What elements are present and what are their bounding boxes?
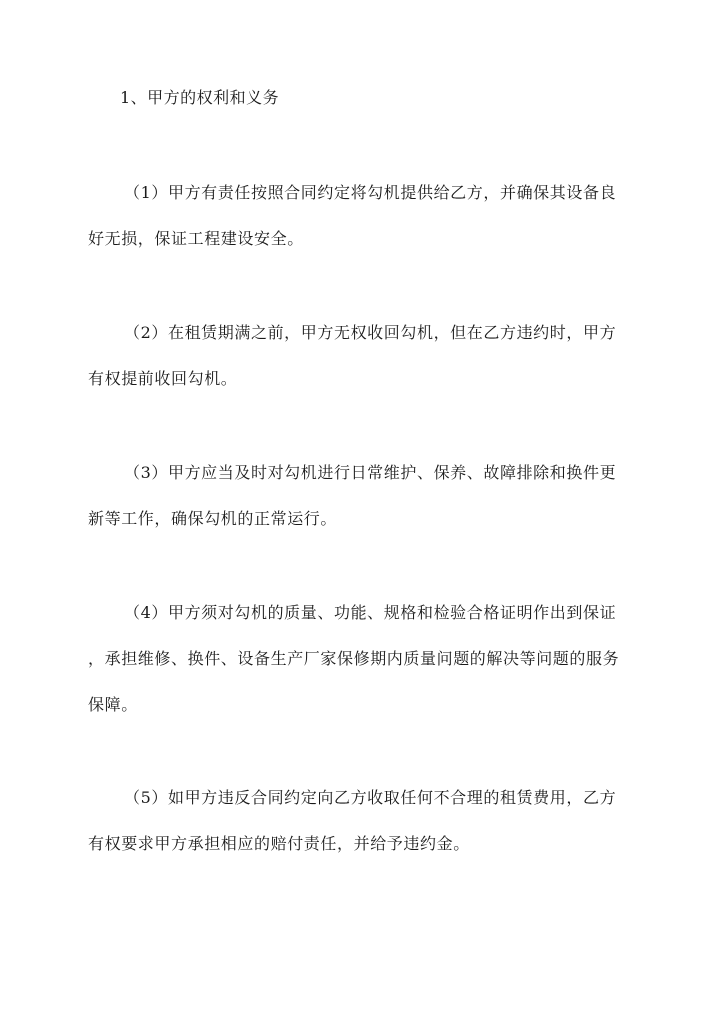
paragraph-line: （2）在租赁期满之前，甲方无权收回勾机，但在乙方违约时，甲方: [124, 323, 617, 342]
paragraph-line: （3）甲方应当及时对勾机进行日常维护、保养、故障排除和换件更: [124, 463, 617, 482]
paragraph-line: （5）如甲方违反合同约定向乙方收取任何不合理的租赁费用，乙方: [124, 788, 617, 807]
paragraph-5: [88, 775, 628, 867]
paragraph-line: 新等工作，确保勾机的正常运行。: [88, 509, 338, 528]
paragraph-1: [88, 170, 628, 262]
paragraph-line: （1）甲方有责任按照合同约定将勾机提供给乙方，并确保其设备良: [124, 183, 617, 202]
paragraph-line: ，承担维修、换件、设备生产厂家保修期内质量问题的解决等问题的服务: [88, 649, 620, 668]
paragraph-line: 有权要求甲方承担相应的赔付责任，并给予违约金。: [88, 834, 470, 853]
section-heading: 1、甲方的权利和义务: [120, 88, 280, 107]
paragraph-line: 保障。: [88, 695, 138, 714]
paragraph-line: （4）甲方须对勾机的质量、功能、规格和检验合格证明作出到保证: [124, 603, 617, 622]
paragraph-line: 好无损，保证工程建设安全。: [88, 229, 304, 248]
paragraph-line: 有权提前收回勾机。: [88, 369, 238, 388]
paragraph-2: [88, 310, 628, 402]
paragraph-3: [88, 450, 628, 542]
paragraph-4: [88, 590, 628, 728]
